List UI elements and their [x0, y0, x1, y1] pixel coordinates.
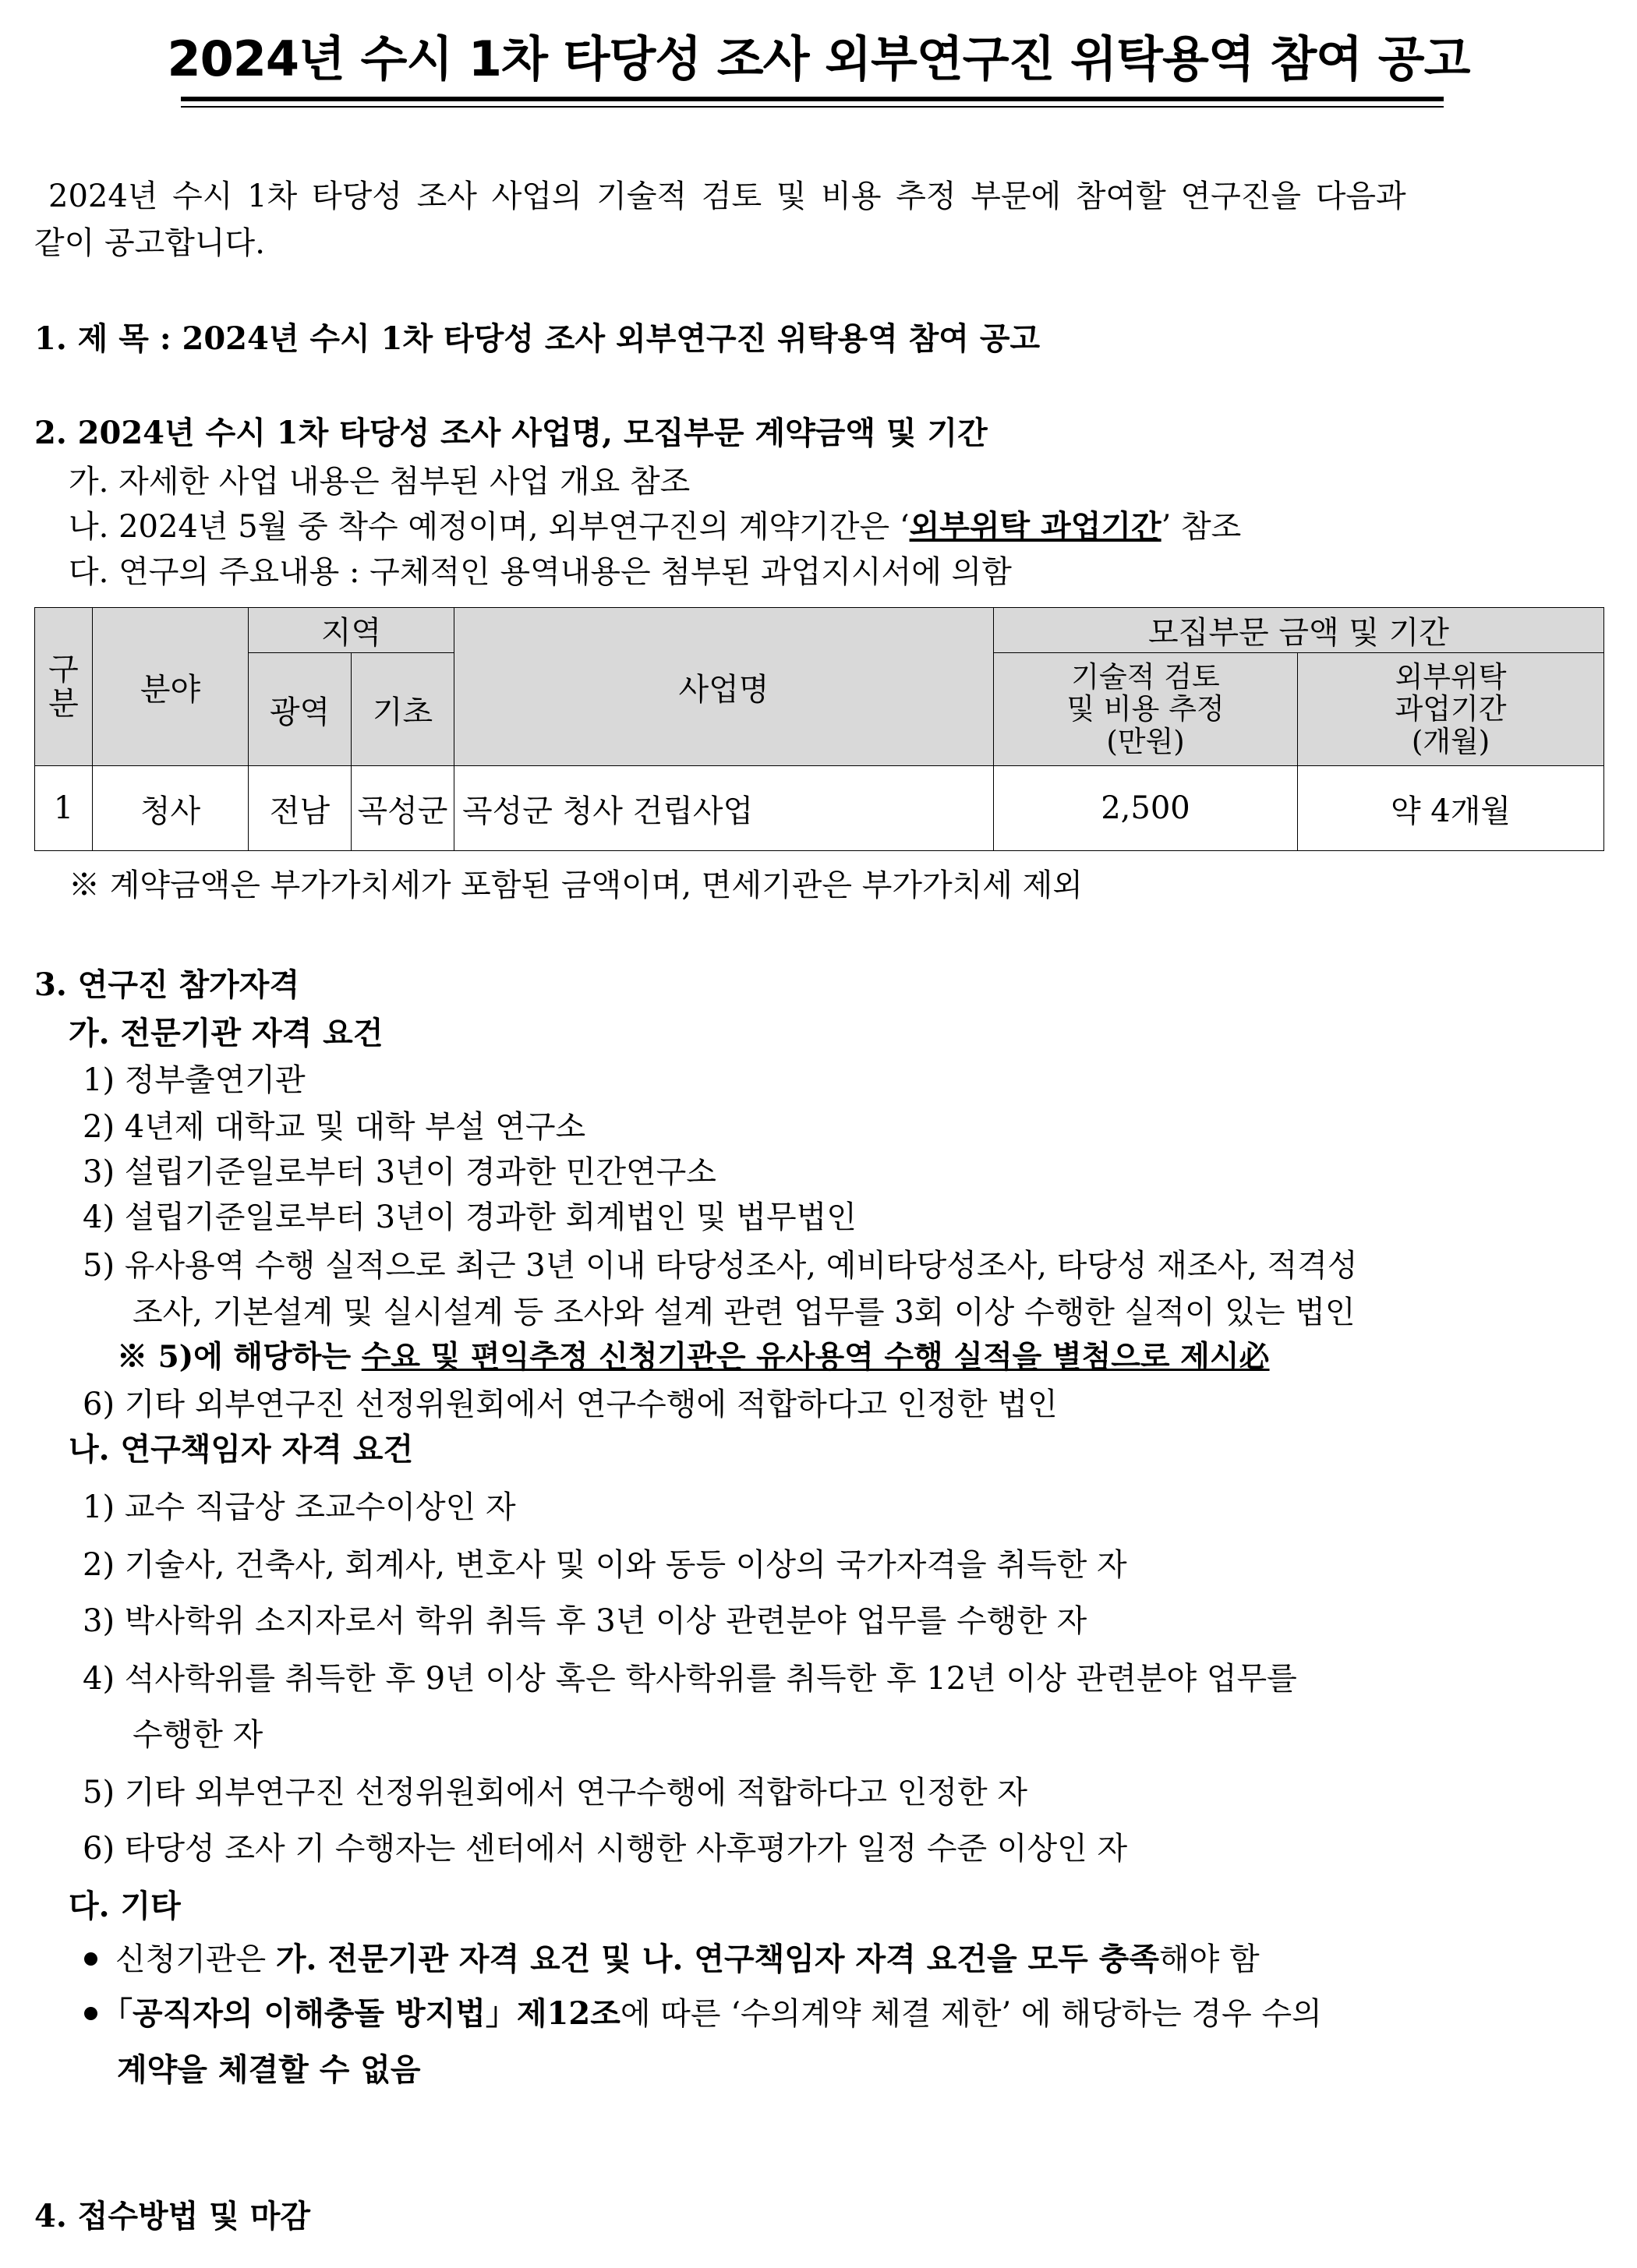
- section-3-ga-item-5: 5) 유사용역 수행 실적으로 최근 3년 이내 타당성조사, 예비타당성조사, 타당성 재조사, 적격성: [83, 1248, 1358, 1284]
- title-rule-thin: [181, 106, 1444, 108]
- section-2-item-da: 다. 연구의 주요내용 : 구체적인 용역내용은 첨부된 과업지시서에 의함: [69, 554, 1012, 590]
- title-rule-thick: [181, 97, 1444, 101]
- section-3-da-heading: 다. 기타: [69, 1888, 181, 1924]
- section-3-heading: 3. 연구진 참가자격: [34, 966, 300, 1003]
- section-3-ga-item-4: 4) 설립기준일로부터 3년이 경과한 회계법인 및 법무법인: [83, 1199, 857, 1235]
- header-field: 분야: [93, 608, 249, 766]
- section-3-na-item-6: 6) 타당성 조사 기 수행자는 센터에서 시행한 사후평가가 일정 수준 이상인 자: [83, 1831, 1128, 1867]
- header-period: 외부위탁 과업기간 (개월): [1298, 653, 1604, 766]
- cell-basic: 곡성군: [352, 766, 454, 851]
- section-3-na-item-4: 4) 석사학위를 취득한 후 9년 이상 혹은 학사학위를 취득한 후 12년 이상 관련분야 업무를: [83, 1661, 1297, 1697]
- cell-project: 곡성군 청사 건립사업: [454, 766, 994, 851]
- table-row: [35, 766, 1604, 851]
- header-region-basic: 기초: [352, 653, 454, 766]
- section-3-ga-item-3: 3) 설립기준일로부터 3년이 경과한 민간연구소: [83, 1154, 716, 1190]
- section-3-na-item-2: 2) 기술사, 건축사, 회계사, 변호사 및 이와 동등 이상의 국가자격을 취득한 자: [83, 1547, 1127, 1583]
- section-3-na-item-4-cont: 수행한 자: [133, 1717, 263, 1753]
- header-recruit: 모집부문 금액 및 기간: [994, 608, 1604, 653]
- header-region: 지역: [249, 608, 454, 653]
- header-tech-cost: 기술적 검토 및 비용 추정 (만원): [994, 653, 1298, 766]
- bullet-icon: [84, 2007, 97, 2020]
- section-3-da-bullet-2-cont: 계약을 체결할 수 없음: [117, 2051, 421, 2088]
- header-project: 사업명: [454, 608, 994, 766]
- section-3-da-bullet-1: [115, 1941, 1260, 1977]
- section-3-da-bullet-1-suffix: 해야 함: [1159, 1941, 1260, 1977]
- section-3-ga-note: [117, 1339, 1270, 1375]
- cell-wide: 전남: [249, 766, 352, 851]
- section-3-ga-note-emphasis: 수요 및 편익추정 신청기관은 유사용역 수행 실적을 별첨으로 제시必: [361, 1339, 1270, 1375]
- section-2-item-na-text: 나. 2024년 5월 중 착수 예정이며, 외부연구진의 계약기간은 ‘: [69, 509, 910, 545]
- document-title: 2024년 수시 1차 타당성 조사 외부연구진 위탁용역 참여 공고: [167, 30, 1470, 87]
- section-3-da-bullet-2: [101, 1995, 1322, 2032]
- section-2-item-na: [69, 508, 1242, 545]
- section-3-da-bullet-2-text: 에 따른 ‘수의계약 체결 제한’ 에 해당하는 경우 수의: [620, 1996, 1322, 2032]
- recruit-table: [34, 607, 1604, 851]
- section-2-item-na-emphasis: 외부위탁 과업기간: [909, 508, 1161, 545]
- section-1-title: 1. 제 목 : 2024년 수시 1차 타당성 조사 외부연구진 위탁용역 참여 공고: [34, 320, 1041, 357]
- section-3-ga-item-2: 2) 4년제 대학교 및 대학 부설 연구소: [83, 1109, 586, 1145]
- cell-amount: 2,500: [994, 766, 1298, 851]
- section-3-da-bullet-1-emphasis: 가. 전문기관 자격 요건 및 나. 연구책임자 자격 요건을 모두 충족: [275, 1941, 1160, 1977]
- header-gubun: 구분: [35, 608, 93, 766]
- cell-period: 약 4개월: [1298, 766, 1604, 851]
- section-2-item-na-suffix: ’ 참조: [1161, 509, 1242, 545]
- bullet-icon: [84, 1952, 97, 1966]
- section-2-heading: 2. 2024년 수시 1차 타당성 조사 사업명, 모집부문 계약금액 및 기간: [34, 415, 988, 451]
- intro-line-1: 2024년 수시 1차 타당성 조사 사업의 기술적 검토 및 비용 추정 부문에 참여할 연구진을 다음과: [48, 178, 1406, 214]
- section-2-item-ga: 가. 자세한 사업 내용은 첨부된 사업 개요 참조: [69, 464, 691, 500]
- section-3-da-bullet-2-emphasis: 「공직자의 이해충돌 방지법」제12조: [101, 1995, 621, 2032]
- section-4-heading: 4. 접수방법 및 마감: [34, 2198, 311, 2234]
- intro-line-2: 같이 공고합니다.: [34, 225, 265, 261]
- section-3-na-item-5: 5) 기타 외부연구진 선정위원회에서 연구수행에 적합하다고 인정한 자: [83, 1775, 1027, 1811]
- section-3-na-item-1: 1) 교수 직급상 조교수이상인 자: [83, 1489, 516, 1525]
- table-note: ※ 계약금액은 부가가치세가 포함된 금액이며, 면세기관은 부가가치세 제외: [69, 867, 1083, 903]
- cell-field: 청사: [93, 766, 249, 851]
- section-3-da-bullet-1-text: 신청기관은: [115, 1941, 276, 1977]
- section-3-na-heading: 나. 연구책임자 자격 요건: [69, 1431, 414, 1468]
- section-3-na-item-3: 3) 박사학위 소지자로서 학위 취득 후 3년 이상 관련분야 업무를 수행한 자: [83, 1603, 1087, 1639]
- section-3-ga-heading: 가. 전문기관 자격 요건: [69, 1015, 384, 1051]
- cell-no: 1: [35, 766, 93, 851]
- section-3-ga-item-6: 6) 기타 외부연구진 선정위원회에서 연구수행에 적합하다고 인정한 법인: [83, 1387, 1058, 1422]
- section-3-ga-item-5-cont: 조사, 기본설계 및 실시설계 등 조사와 설계 관련 업무를 3회 이상 수행한 실적이 있는 법인: [133, 1295, 1356, 1330]
- header-region-wide: 광역: [249, 653, 352, 766]
- section-3-ga-item-1: 1) 정부출연기관: [83, 1062, 306, 1098]
- section-3-ga-note-text: ※ 5)에 해당하는: [117, 1339, 362, 1375]
